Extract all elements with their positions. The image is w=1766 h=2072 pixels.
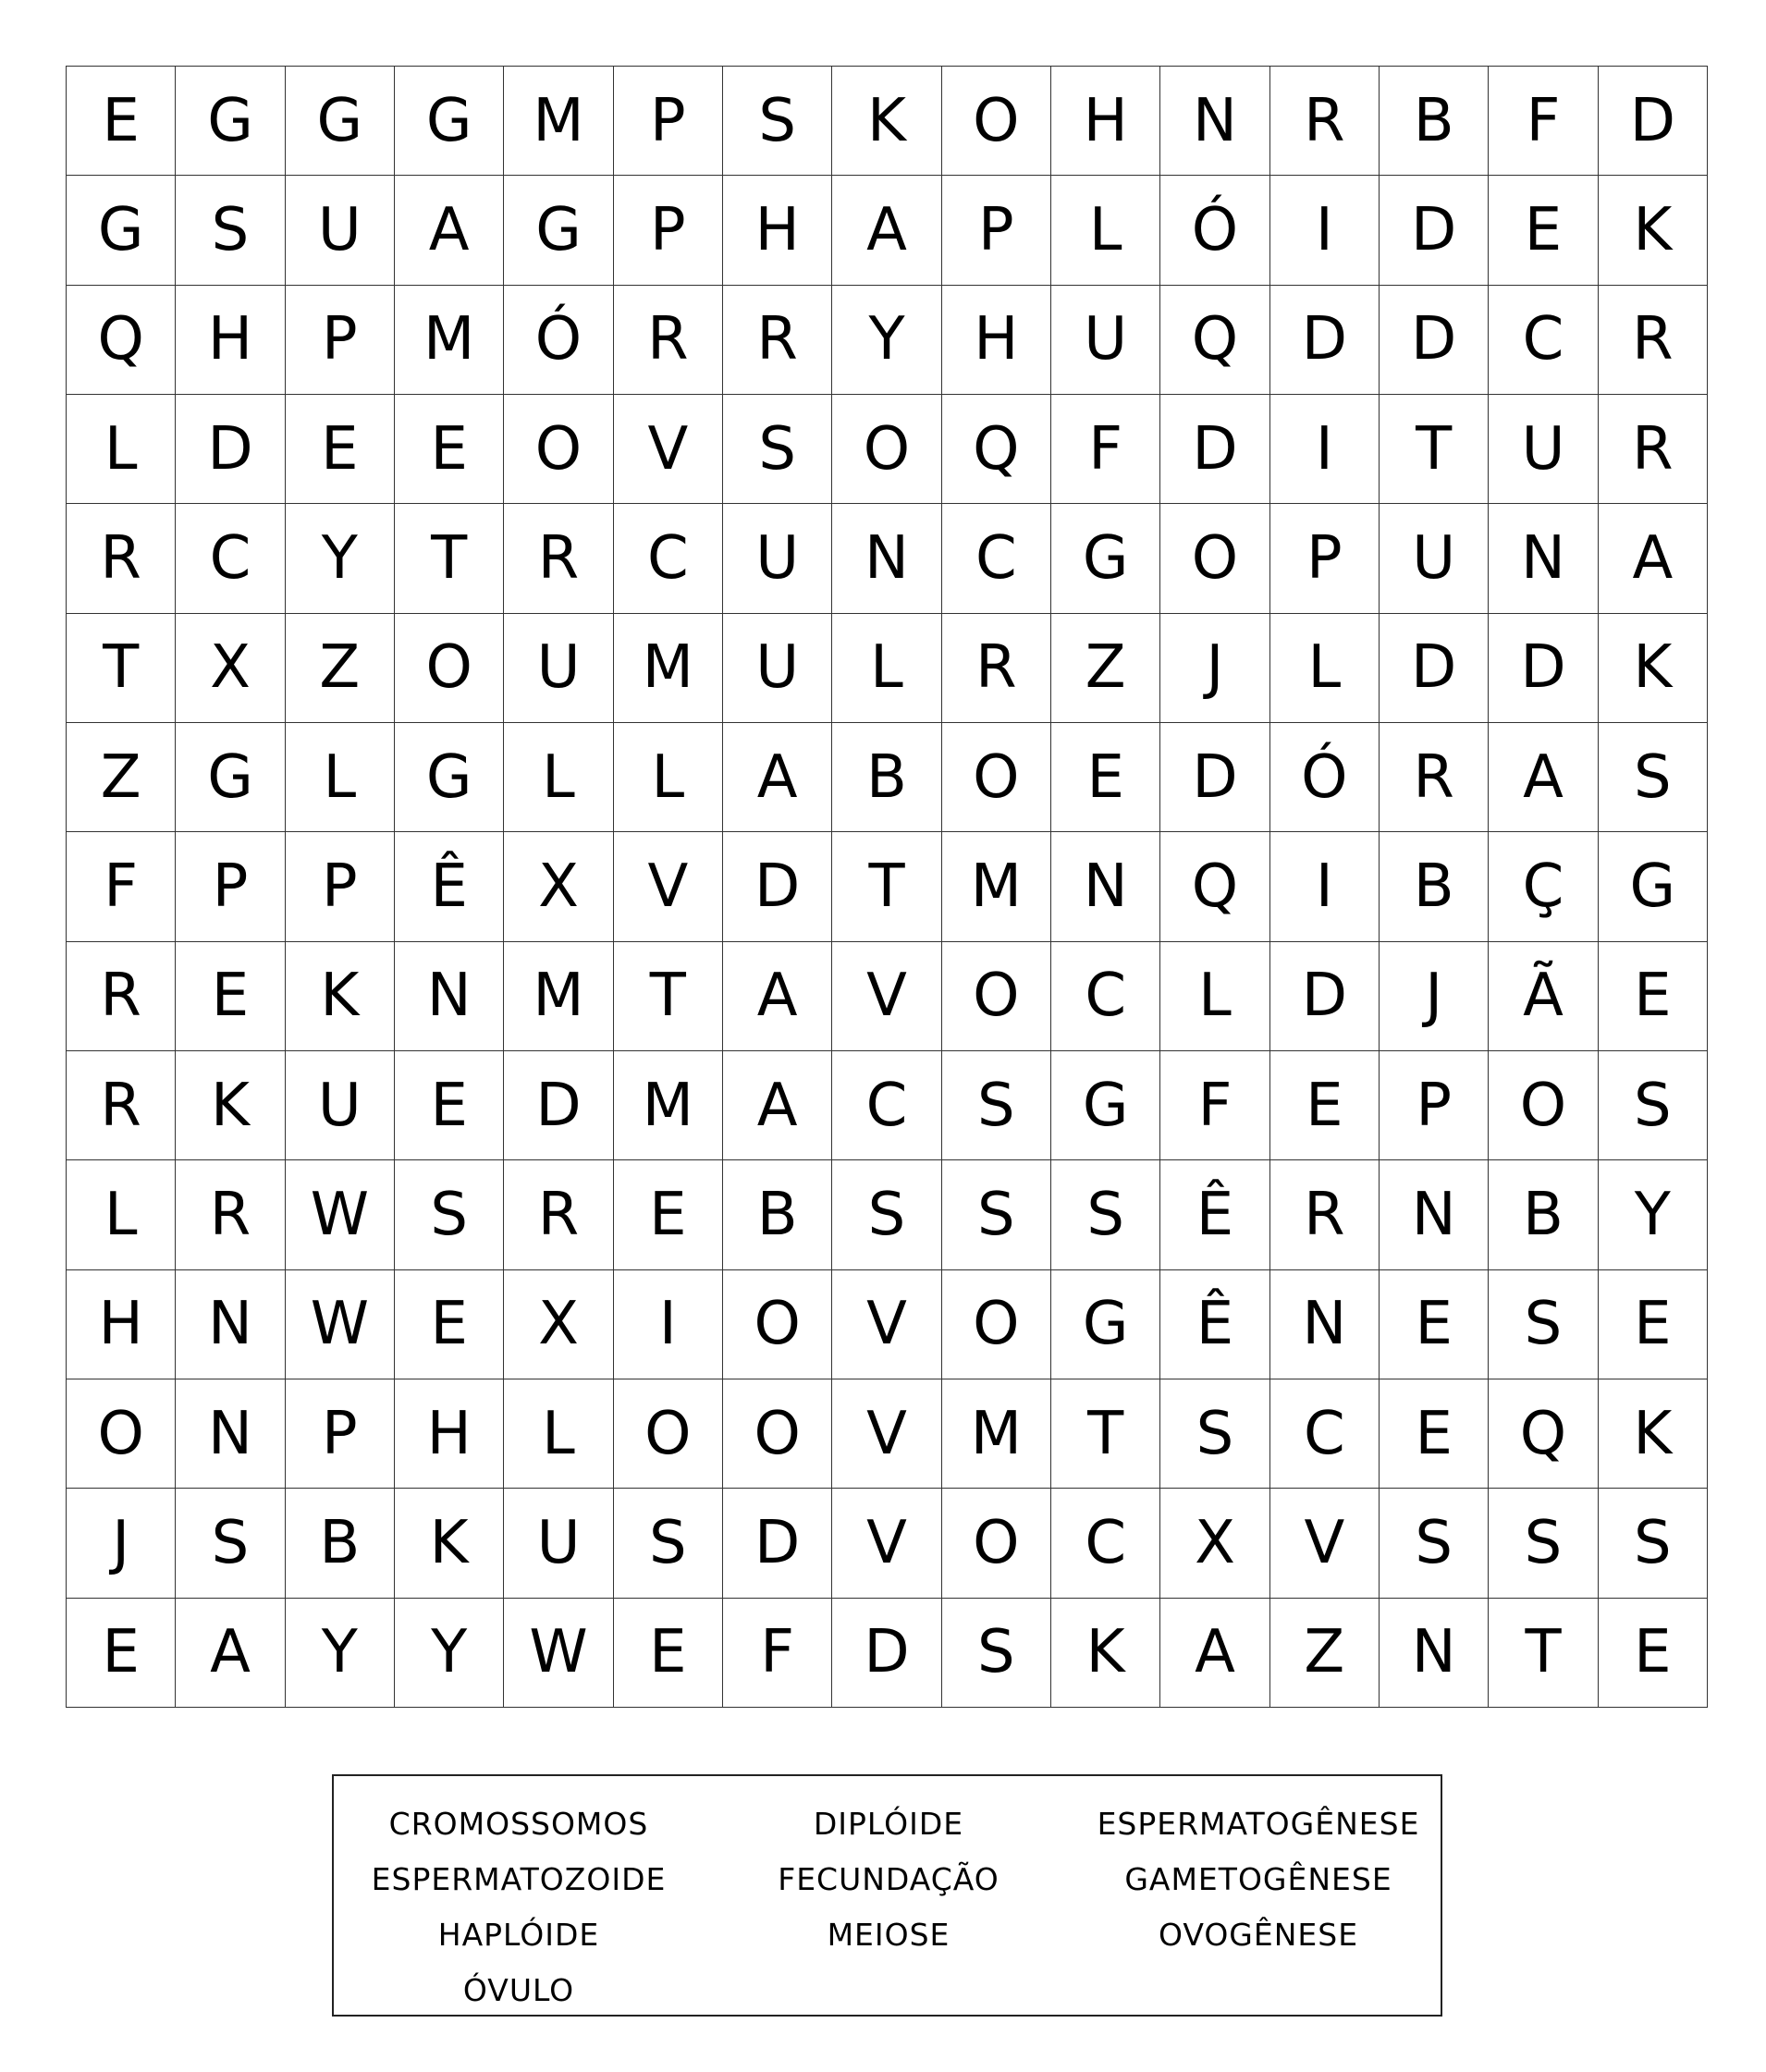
grid-cell[interactable]: O <box>1489 1051 1598 1160</box>
grid-cell[interactable]: E <box>395 1051 504 1160</box>
grid-cell[interactable]: S <box>1489 1270 1598 1379</box>
grid-cell[interactable]: C <box>1270 1379 1380 1489</box>
word-list-column-3 <box>1083 1796 1434 1963</box>
grid-cell[interactable]: D <box>1489 614 1598 723</box>
grid-cell[interactable]: N <box>832 504 941 613</box>
grid-cell[interactable]: E <box>395 395 504 504</box>
grid-cell[interactable]: D <box>1599 67 1708 176</box>
grid-cell[interactable]: E <box>1599 1599 1708 1708</box>
grid-cell[interactable]: R <box>504 504 613 613</box>
grid-cell[interactable]: T <box>614 942 723 1051</box>
grid-cell[interactable]: V <box>614 395 723 504</box>
grid-cell[interactable]: R <box>67 1051 176 1160</box>
grid-cell[interactable]: N <box>176 1270 285 1379</box>
grid-cell[interactable]: Q <box>1160 832 1269 941</box>
word-list-item: HAPLÓIDE <box>437 1917 600 1953</box>
grid-cell[interactable]: F <box>723 1599 832 1708</box>
grid-cell[interactable]: V <box>614 832 723 941</box>
grid-cell[interactable]: G <box>1051 1051 1160 1160</box>
grid-cell[interactable]: B <box>1380 67 1489 176</box>
grid-cell[interactable]: K <box>286 942 395 1051</box>
grid-cell[interactable]: M <box>614 1051 723 1160</box>
grid-cell[interactable]: D <box>1270 286 1380 395</box>
grid-cell[interactable]: I <box>614 1270 723 1379</box>
word-list-box <box>332 1774 1442 2017</box>
grid-cell[interactable]: L <box>1051 176 1160 285</box>
grid-cell[interactable]: Ó <box>1160 176 1269 285</box>
grid-cell[interactable]: C <box>614 504 723 613</box>
grid-cell[interactable]: U <box>504 614 613 723</box>
grid-cell[interactable]: W <box>286 1270 395 1379</box>
word-list-item: ESPERMATOZOIDE <box>371 1861 667 1897</box>
grid-cell[interactable]: M <box>942 832 1051 941</box>
grid-cell[interactable]: M <box>504 67 613 176</box>
grid-cell[interactable]: P <box>286 832 395 941</box>
grid-cell[interactable]: X <box>504 1270 613 1379</box>
grid-cell[interactable]: Y <box>832 286 941 395</box>
grid-cell[interactable]: L <box>614 723 723 832</box>
grid-cell[interactable]: L <box>832 614 941 723</box>
grid-cell[interactable]: K <box>1051 1599 1160 1708</box>
grid-cell[interactable]: H <box>67 1270 176 1379</box>
grid-cell[interactable]: K <box>1599 176 1708 285</box>
grid-cell[interactable]: O <box>504 395 613 504</box>
grid-cell[interactable]: O <box>395 614 504 723</box>
grid-cell[interactable]: R <box>67 942 176 1051</box>
grid-cell[interactable]: C <box>1489 286 1598 395</box>
grid-cell[interactable]: C <box>176 504 285 613</box>
grid-cell[interactable]: P <box>1380 1051 1489 1160</box>
word-list-column-2 <box>713 1796 1064 1963</box>
grid-cell[interactable]: B <box>723 1160 832 1269</box>
grid-cell[interactable]: H <box>395 1379 504 1489</box>
grid-cell[interactable]: D <box>176 395 285 504</box>
grid-cell[interactable]: E <box>614 1160 723 1269</box>
grid-cell[interactable]: N <box>1160 67 1269 176</box>
grid-cell[interactable]: S <box>395 1160 504 1269</box>
grid-cell[interactable]: M <box>614 614 723 723</box>
grid-cell[interactable]: Z <box>1270 1599 1380 1708</box>
grid-cell[interactable]: X <box>176 614 285 723</box>
grid-cell[interactable]: V <box>832 1270 941 1379</box>
grid-cell[interactable]: K <box>1599 1379 1708 1489</box>
grid-cell[interactable]: R <box>1270 1160 1380 1269</box>
grid-cell[interactable]: F <box>1051 395 1160 504</box>
grid-cell[interactable]: N <box>1489 504 1598 613</box>
grid-cell[interactable]: S <box>723 67 832 176</box>
grid-cell[interactable]: D <box>1380 614 1489 723</box>
word-search-grid <box>66 66 1708 1708</box>
grid-cell[interactable]: W <box>286 1160 395 1269</box>
grid-cell[interactable]: V <box>832 1489 941 1598</box>
grid-cell[interactable]: S <box>942 1051 1051 1160</box>
grid-cell[interactable]: N <box>1270 1270 1380 1379</box>
grid-cell[interactable]: U <box>1051 286 1160 395</box>
grid-cell[interactable]: D <box>1380 286 1489 395</box>
grid-cell[interactable]: S <box>832 1160 941 1269</box>
grid-cell[interactable]: U <box>286 1051 395 1160</box>
grid-cell[interactable]: F <box>1160 1051 1269 1160</box>
grid-cell[interactable]: K <box>395 1489 504 1598</box>
grid-cell[interactable]: A <box>723 723 832 832</box>
grid-cell[interactable]: E <box>1270 1051 1380 1160</box>
grid-cell[interactable]: C <box>1051 1489 1160 1598</box>
grid-cell[interactable]: Z <box>1051 614 1160 723</box>
grid-cell[interactable]: G <box>1051 504 1160 613</box>
grid-cell[interactable]: M <box>504 942 613 1051</box>
grid-cell[interactable]: L <box>504 723 613 832</box>
grid-cell[interactable]: B <box>1489 1160 1598 1269</box>
grid-cell[interactable]: L <box>504 1379 613 1489</box>
grid-cell[interactable]: V <box>832 1379 941 1489</box>
grid-cell[interactable]: D <box>832 1599 941 1708</box>
grid-cell[interactable]: B <box>832 723 941 832</box>
grid-cell[interactable]: X <box>504 832 613 941</box>
grid-cell[interactable]: Ç <box>1489 832 1598 941</box>
grid-cell[interactable]: E <box>1380 1270 1489 1379</box>
grid-cell[interactable]: L <box>1270 614 1380 723</box>
grid-cell[interactable]: S <box>1051 1160 1160 1269</box>
grid-cell[interactable]: O <box>942 942 1051 1051</box>
grid-cell[interactable]: Y <box>286 504 395 613</box>
grid-cell[interactable]: U <box>504 1489 613 1598</box>
grid-cell[interactable]: A <box>1599 504 1708 613</box>
grid-cell[interactable]: R <box>614 286 723 395</box>
grid-cell[interactable]: D <box>723 1489 832 1598</box>
grid-cell[interactable]: O <box>1160 504 1269 613</box>
grid-cell[interactable]: Ê <box>1160 1160 1269 1269</box>
grid-cell[interactable]: G <box>286 67 395 176</box>
word-list-column-1 <box>343 1796 694 2018</box>
grid-cell[interactable]: E <box>67 67 176 176</box>
grid-cell[interactable]: N <box>1380 1599 1489 1708</box>
grid-cell[interactable]: G <box>1599 832 1708 941</box>
grid-cell[interactable]: E <box>176 942 285 1051</box>
grid-cell[interactable]: M <box>942 1379 1051 1489</box>
word-list-item: MEIOSE <box>827 1917 950 1953</box>
grid-cell[interactable]: P <box>942 176 1051 285</box>
grid-cell[interactable]: Q <box>67 286 176 395</box>
grid-cell[interactable]: E <box>1380 1379 1489 1489</box>
grid-cell[interactable]: Y <box>395 1599 504 1708</box>
grid-cell[interactable]: D <box>1160 395 1269 504</box>
grid-cell[interactable]: P <box>286 286 395 395</box>
grid-cell[interactable]: Ê <box>395 832 504 941</box>
grid-cell[interactable]: A <box>832 176 941 285</box>
grid-cell[interactable]: N <box>1051 832 1160 941</box>
grid-cell[interactable]: T <box>1051 1379 1160 1489</box>
grid-cell[interactable]: J <box>1380 942 1489 1051</box>
grid-cell[interactable]: C <box>832 1051 941 1160</box>
grid-cell[interactable]: N <box>1380 1160 1489 1269</box>
grid-cell[interactable]: R <box>942 614 1051 723</box>
grid-cell[interactable]: P <box>286 1379 395 1489</box>
grid-cell[interactable]: L <box>67 1160 176 1269</box>
grid-cell[interactable]: N <box>176 1379 285 1489</box>
grid-cell[interactable]: Z <box>67 723 176 832</box>
grid-cell[interactable]: R <box>1599 395 1708 504</box>
grid-cell[interactable]: H <box>723 176 832 285</box>
grid-cell[interactable]: S <box>614 1489 723 1598</box>
grid-cell[interactable]: O <box>723 1270 832 1379</box>
grid-cell[interactable]: W <box>504 1599 613 1708</box>
grid-cell[interactable]: T <box>832 832 941 941</box>
grid-cell[interactable]: E <box>1051 723 1160 832</box>
word-list-item: OVOGÊNESE <box>1158 1917 1359 1953</box>
grid-cell[interactable]: S <box>723 395 832 504</box>
grid-cell[interactable]: T <box>67 614 176 723</box>
grid-cell[interactable]: O <box>942 1270 1051 1379</box>
grid-cell[interactable]: G <box>395 67 504 176</box>
grid-cell[interactable]: A <box>1160 1599 1269 1708</box>
grid-cell[interactable]: A <box>176 1599 285 1708</box>
grid-cell[interactable]: Ó <box>1270 723 1380 832</box>
grid-cell[interactable]: P <box>176 832 285 941</box>
grid-cell[interactable]: R <box>1599 286 1708 395</box>
grid-cell[interactable]: D <box>1270 942 1380 1051</box>
grid-cell[interactable]: E <box>286 395 395 504</box>
grid-cell[interactable]: O <box>67 1379 176 1489</box>
grid-cell[interactable]: E <box>67 1599 176 1708</box>
grid-cell[interactable]: I <box>1270 176 1380 285</box>
grid-cell[interactable]: V <box>1270 1489 1380 1598</box>
grid-cell[interactable]: G <box>504 176 613 285</box>
grid-cell[interactable]: R <box>723 286 832 395</box>
grid-cell[interactable]: J <box>67 1489 176 1598</box>
grid-cell[interactable]: P <box>614 67 723 176</box>
grid-cell[interactable]: U <box>286 176 395 285</box>
grid-cell[interactable]: O <box>723 1379 832 1489</box>
grid-cell[interactable]: S <box>1160 1379 1269 1489</box>
grid-cell[interactable]: R <box>1380 723 1489 832</box>
grid-cell[interactable]: S <box>942 1160 1051 1269</box>
grid-cell[interactable]: D <box>723 832 832 941</box>
grid-cell[interactable]: S <box>1489 1489 1598 1598</box>
grid-cell[interactable]: L <box>67 395 176 504</box>
grid-cell[interactable]: Ê <box>1160 1270 1269 1379</box>
grid-cell[interactable]: S <box>176 176 285 285</box>
grid-cell[interactable]: E <box>1489 176 1598 285</box>
word-list-item: GAMETOGÊNESE <box>1124 1861 1392 1897</box>
grid-cell[interactable]: Z <box>286 614 395 723</box>
grid-cell[interactable]: A <box>395 176 504 285</box>
word-list-item: DIPLÓIDE <box>813 1806 964 1842</box>
grid-cell[interactable]: O <box>614 1379 723 1489</box>
grid-cell[interactable]: G <box>395 723 504 832</box>
grid-cell[interactable]: B <box>1380 832 1489 941</box>
word-list-item: ÓVULO <box>462 1972 575 2008</box>
grid-cell[interactable]: G <box>1051 1270 1160 1379</box>
grid-cell[interactable]: G <box>176 723 285 832</box>
grid-cell[interactable]: T <box>395 504 504 613</box>
grid-cell[interactable]: H <box>942 286 1051 395</box>
grid-cell[interactable]: P <box>1270 504 1380 613</box>
grid-cell[interactable]: H <box>1051 67 1160 176</box>
grid-cell[interactable]: U <box>1380 504 1489 613</box>
grid-cell[interactable]: O <box>942 723 1051 832</box>
grid-cell[interactable]: L <box>286 723 395 832</box>
grid-cell[interactable]: C <box>1051 942 1160 1051</box>
grid-cell[interactable]: P <box>614 176 723 285</box>
grid-cell[interactable]: K <box>832 67 941 176</box>
grid-cell[interactable]: O <box>942 67 1051 176</box>
grid-cell[interactable]: A <box>723 1051 832 1160</box>
grid-cell[interactable]: X <box>1160 1489 1269 1598</box>
grid-cell[interactable]: Y <box>286 1599 395 1708</box>
grid-cell[interactable]: S <box>1599 1051 1708 1160</box>
grid-cell[interactable]: U <box>723 504 832 613</box>
grid-cell[interactable]: J <box>1160 614 1269 723</box>
grid-cell[interactable]: K <box>1599 614 1708 723</box>
grid-cell[interactable]: V <box>832 942 941 1051</box>
grid-cell[interactable]: C <box>942 504 1051 613</box>
grid-cell[interactable]: E <box>1599 1270 1708 1379</box>
grid-cell[interactable]: Q <box>1489 1379 1598 1489</box>
grid-cell[interactable]: D <box>1380 176 1489 285</box>
grid-cell[interactable]: G <box>176 67 285 176</box>
grid-cell[interactable]: E <box>1599 942 1708 1051</box>
grid-cell[interactable]: Q <box>942 395 1051 504</box>
grid-cell[interactable]: S <box>1599 723 1708 832</box>
grid-cell[interactable]: B <box>286 1489 395 1598</box>
grid-cell[interactable]: F <box>67 832 176 941</box>
grid-cell[interactable]: Q <box>1160 286 1269 395</box>
grid-cell[interactable]: F <box>1489 67 1598 176</box>
grid-cell[interactable]: O <box>832 395 941 504</box>
grid-cell[interactable]: M <box>395 286 504 395</box>
grid-cell[interactable]: R <box>504 1160 613 1269</box>
grid-cell[interactable]: S <box>176 1489 285 1598</box>
word-list-item: CROMOSSOMOS <box>388 1806 649 1842</box>
grid-cell[interactable]: O <box>942 1489 1051 1598</box>
grid-cell[interactable]: G <box>67 176 176 285</box>
grid-cell[interactable]: U <box>723 614 832 723</box>
grid-cell[interactable]: A <box>1489 723 1598 832</box>
grid-cell[interactable]: R <box>176 1160 285 1269</box>
grid-cell[interactable]: H <box>176 286 285 395</box>
grid-cell[interactable]: L <box>1160 942 1269 1051</box>
grid-cell[interactable]: R <box>1270 67 1380 176</box>
grid-cell[interactable]: D <box>504 1051 613 1160</box>
grid-cell[interactable]: D <box>1160 723 1269 832</box>
grid-cell[interactable]: R <box>67 504 176 613</box>
grid-cell[interactable]: I <box>1270 395 1380 504</box>
grid-cell[interactable]: N <box>395 942 504 1051</box>
grid-cell[interactable]: U <box>1489 395 1598 504</box>
grid-cell[interactable]: Ã <box>1489 942 1598 1051</box>
grid-cell[interactable]: E <box>614 1599 723 1708</box>
grid-cell[interactable]: K <box>176 1051 285 1160</box>
word-list-item: FECUNDAÇÃO <box>778 1861 1000 1897</box>
grid-cell[interactable]: T <box>1380 395 1489 504</box>
grid-cell[interactable]: Y <box>1599 1160 1708 1269</box>
grid-cell[interactable]: E <box>395 1270 504 1379</box>
word-list-item: ESPERMATOGÊNESE <box>1097 1806 1420 1842</box>
grid-cell[interactable]: S <box>942 1599 1051 1708</box>
grid-cell[interactable]: T <box>1489 1599 1598 1708</box>
grid-cell[interactable]: S <box>1380 1489 1489 1598</box>
grid-cell[interactable]: Ó <box>504 286 613 395</box>
grid-cell[interactable]: I <box>1270 832 1380 941</box>
grid-cell[interactable]: A <box>723 942 832 1051</box>
grid-cell[interactable]: S <box>1599 1489 1708 1598</box>
